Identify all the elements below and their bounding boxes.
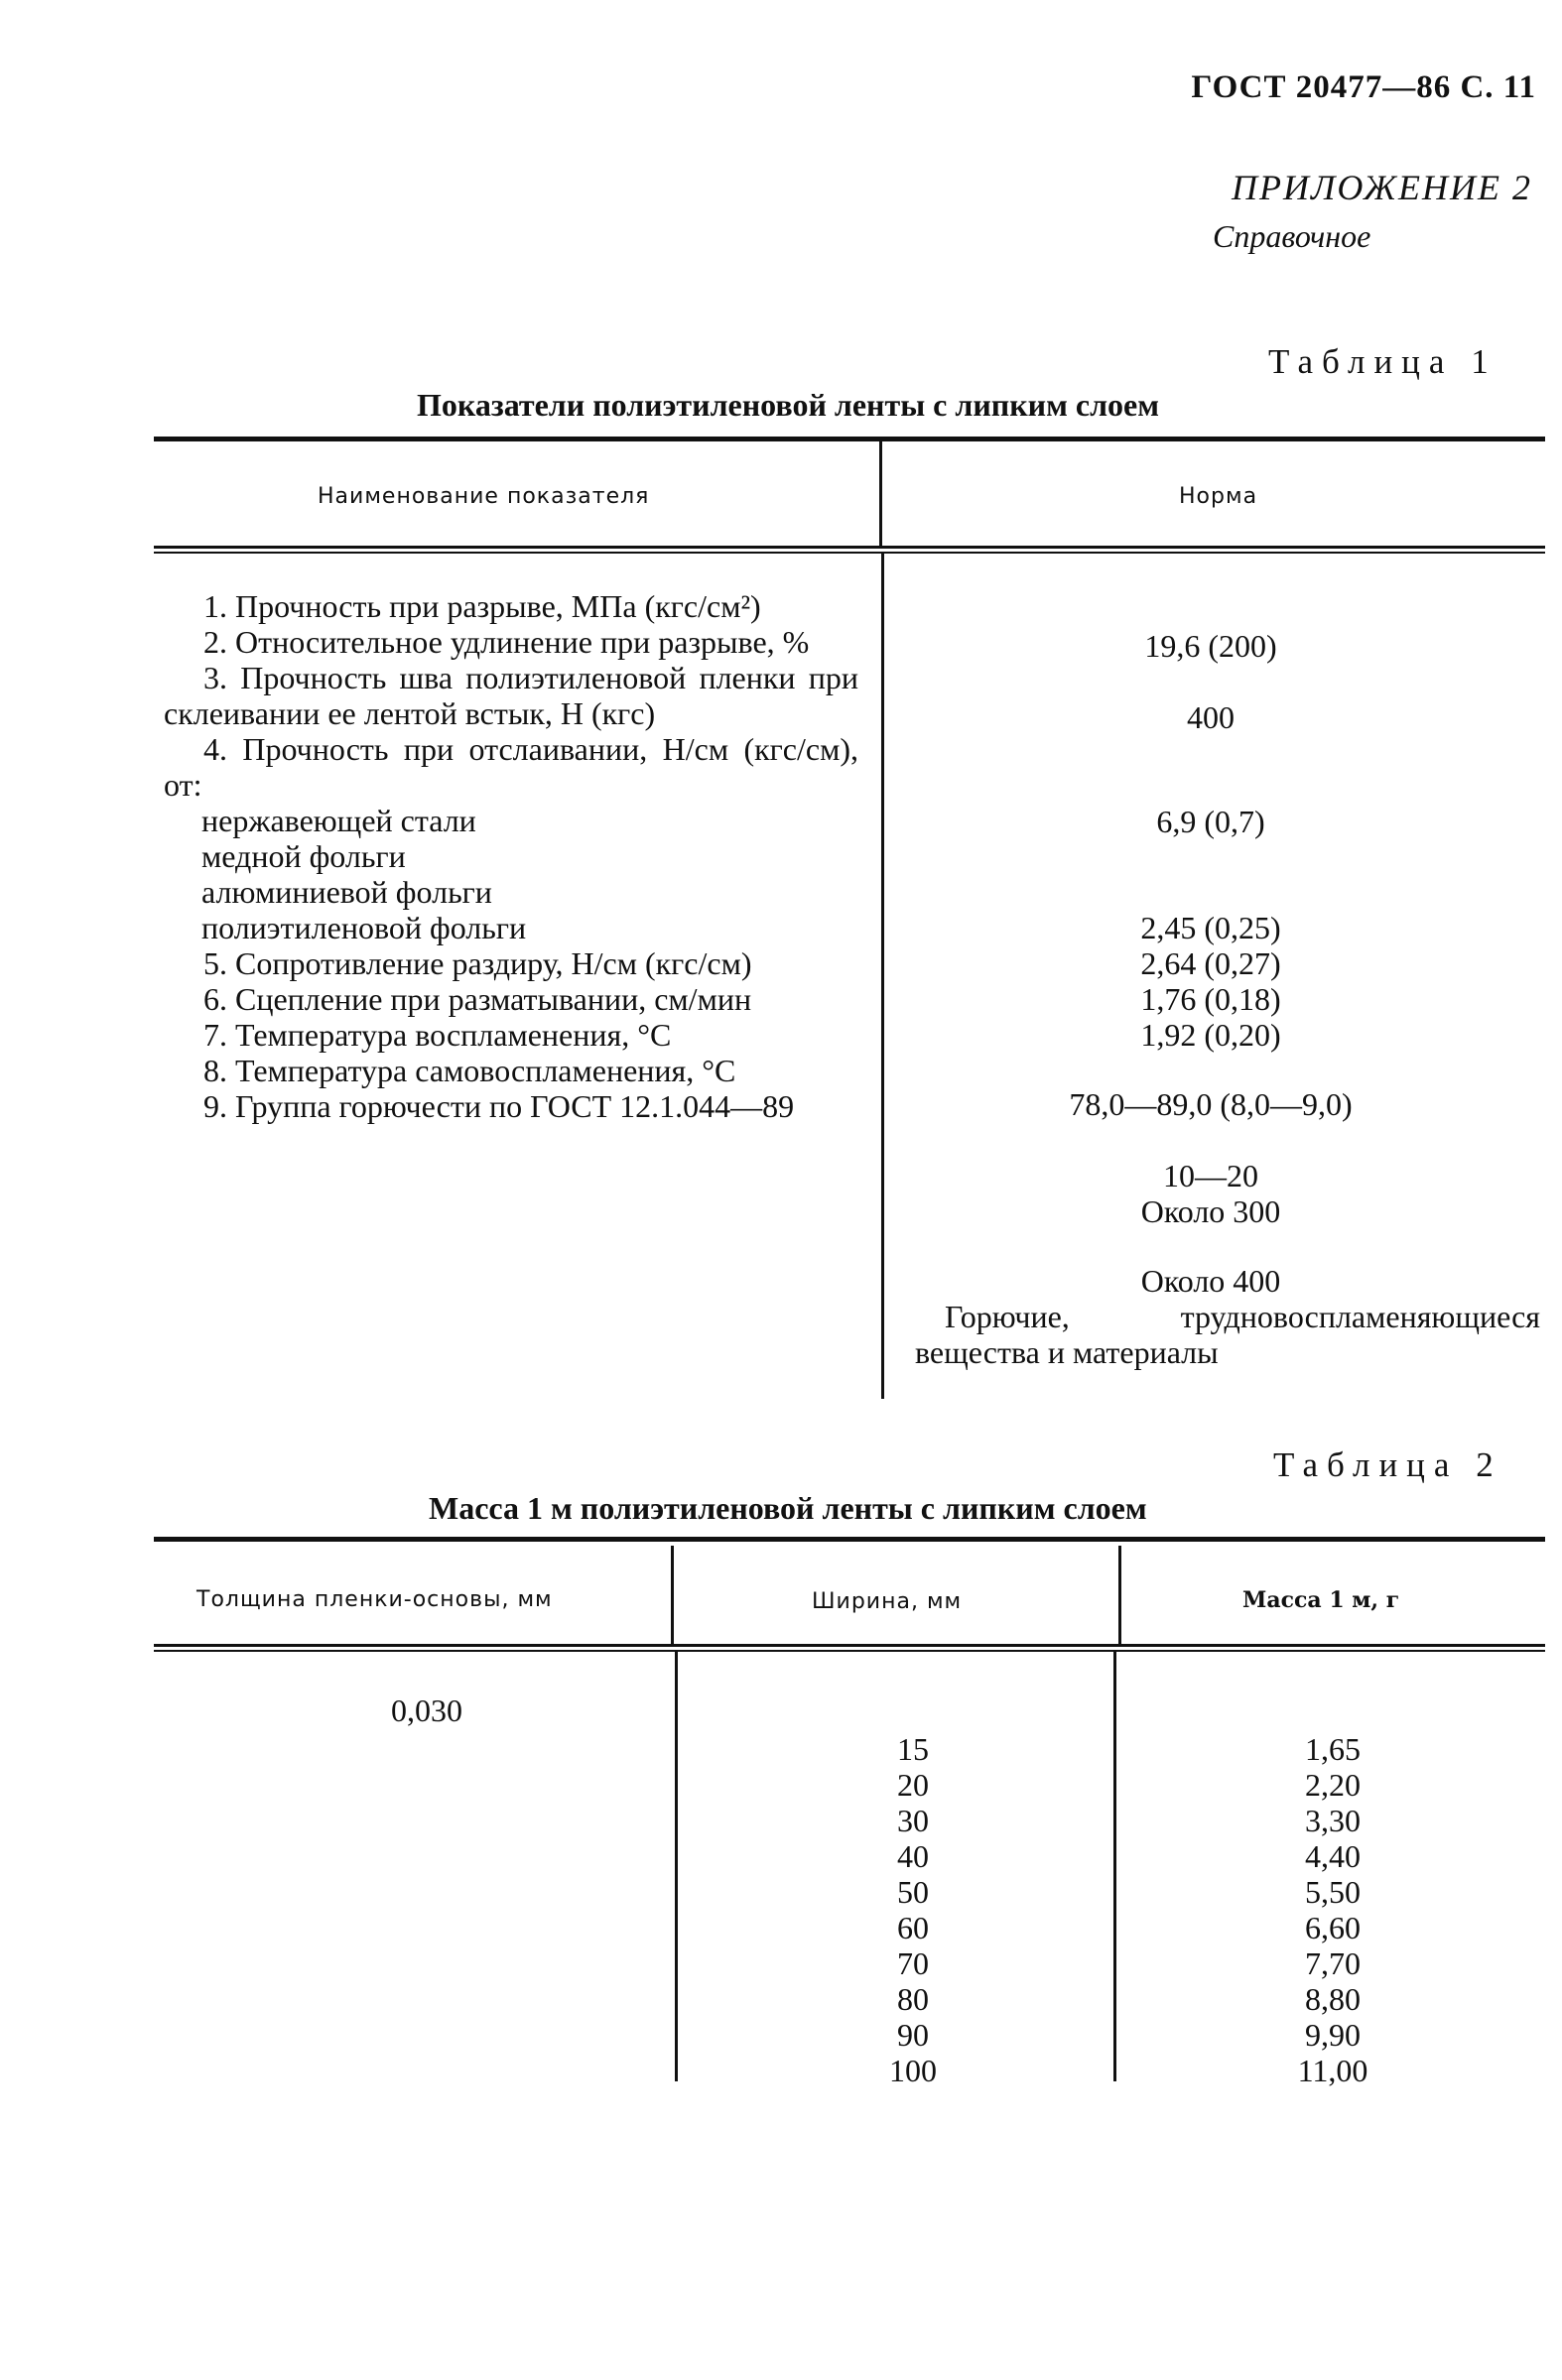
table2-title: Масса 1 м полиэтиленовой ленты с липким слоем bbox=[429, 1490, 1147, 1526]
table1-row-value: Горючие, трудновоспламеняющиеся вещества и материалы bbox=[915, 1299, 1540, 1370]
table2-width-cell: 100 bbox=[889, 2053, 937, 2088]
appendix-note: Справочное bbox=[1213, 218, 1371, 254]
table1-header-divider bbox=[879, 437, 882, 546]
table2-header-divider-2 bbox=[1118, 1546, 1121, 1645]
table1-header-name: Наименование показателя bbox=[318, 484, 650, 509]
table1-row-name: 9. Группа горючести по ГОСТ 12.1.044—89 bbox=[203, 1088, 795, 1124]
table2-width-cell: 90 bbox=[897, 2017, 929, 2053]
table1-header-rule bbox=[154, 546, 1545, 554]
table2-widths-column bbox=[814, 1731, 1012, 2088]
table2-top-rule bbox=[154, 1537, 1545, 1542]
table1-row-value: 6,9 (0,7) bbox=[1156, 804, 1265, 839]
table1-row-name: полиэтиленовой фольги bbox=[201, 910, 527, 945]
table2-width-cell: 50 bbox=[897, 1874, 929, 1910]
table1-row-value: 1,92 (0,20) bbox=[1140, 1017, 1281, 1053]
table2-label: Таблица 2 bbox=[1273, 1445, 1502, 1484]
table1-row-value: Около 300 bbox=[1140, 1193, 1281, 1229]
table1-row-value: 2,45 (0,25) bbox=[1140, 910, 1281, 945]
table1-row-value: 78,0—89,0 (8,0—9,0) bbox=[1069, 1086, 1353, 1122]
table2-mass-cell: 2,20 bbox=[1305, 1767, 1361, 1803]
table1-header-norm: Норма bbox=[1179, 484, 1258, 509]
table2-width-cell: 70 bbox=[897, 1945, 929, 1981]
table2-mass-cell: 4,40 bbox=[1305, 1838, 1361, 1874]
table2-width-cell: 80 bbox=[897, 1981, 929, 2017]
table2-header-divider-1 bbox=[671, 1546, 674, 1645]
appendix-title: ПРИЛОЖЕНИЕ 2 bbox=[1232, 168, 1532, 207]
table2-mass-cell: 3,30 bbox=[1305, 1803, 1361, 1838]
table1-title: Показатели полиэтиленовой ленты с липким слоем bbox=[417, 387, 1160, 423]
table1-row-name: 1. Прочность при разрыве, МПа (кгс/см²) bbox=[203, 588, 761, 624]
table2-width-cell: 30 bbox=[897, 1803, 929, 1838]
table1-row-value: 19,6 (200) bbox=[1144, 628, 1277, 664]
table1-row-name: медной фольги bbox=[201, 838, 406, 874]
table2-header-mass: Масса 1 м, г bbox=[1242, 1587, 1400, 1613]
table1-top-rule bbox=[154, 437, 1545, 441]
table1-row-name: 7. Температура воспламенения, °С bbox=[203, 1017, 672, 1053]
table2-body-divider-1 bbox=[675, 1652, 678, 2081]
table2-header-rule bbox=[154, 1644, 1545, 1652]
table1-row-name: 6. Сцепление при разматывании, см/мин bbox=[203, 981, 752, 1017]
table1-row-value: Около 400 bbox=[1140, 1263, 1281, 1299]
table1-row-name: 3. Прочность шва полиэтиленовой пленки при склеивании ее лентой встык, Н (кгс) bbox=[164, 660, 858, 731]
page-header-code: ГОСТ 20477—86 С. 11 bbox=[1191, 69, 1536, 105]
table1-names-column bbox=[164, 588, 858, 1124]
table1-row-value: 2,64 (0,27) bbox=[1140, 945, 1281, 981]
table2-mass-cell: 1,65 bbox=[1305, 1731, 1361, 1767]
table1-row-name: нержавеющей стали bbox=[201, 803, 476, 838]
table1-row-value: 1,76 (0,18) bbox=[1140, 981, 1281, 1017]
table1-row-name: 8. Температура самовоспламенения, °С bbox=[203, 1053, 736, 1088]
table2-width-cell: 15 bbox=[897, 1731, 929, 1767]
table1-row-name: алюминиевой фольги bbox=[201, 874, 492, 910]
table1-row-name: 4. Прочность при отслаивании, Н/см (кгс/см), от: bbox=[164, 731, 858, 803]
table2-mass-cell: 11,00 bbox=[1297, 2053, 1368, 2088]
table2-thickness-value: 0,030 bbox=[391, 1692, 462, 1728]
table2-width-cell: 60 bbox=[897, 1910, 929, 1945]
table1-row-value: 400 bbox=[1187, 699, 1235, 735]
table2-width-cell: 20 bbox=[897, 1767, 929, 1803]
table2-header-width: Ширина, мм bbox=[812, 1589, 963, 1614]
table2-mass-cell: 8,80 bbox=[1305, 1981, 1361, 2017]
table1-row-value: 10—20 bbox=[1163, 1158, 1258, 1193]
table2-mass-cell: 7,70 bbox=[1305, 1945, 1361, 1981]
table2-header-thickness: Толщина пленки-основы, мм bbox=[196, 1587, 553, 1612]
table1-row-name: 2. Относительное удлинение при разрыве, % bbox=[203, 624, 810, 660]
table2-body-divider-2 bbox=[1113, 1652, 1116, 2081]
table2-masses-column bbox=[1234, 1731, 1432, 2088]
table1-row-name: 5. Сопротивление раздиру, Н/см (кгс/см) bbox=[203, 945, 752, 981]
table2-mass-cell: 5,50 bbox=[1305, 1874, 1361, 1910]
table2-mass-cell: 9,90 bbox=[1305, 2017, 1361, 2053]
table1-label: Таблица 1 bbox=[1268, 342, 1497, 381]
table2-mass-cell: 6,60 bbox=[1305, 1910, 1361, 1945]
table2-width-cell: 40 bbox=[897, 1838, 929, 1874]
